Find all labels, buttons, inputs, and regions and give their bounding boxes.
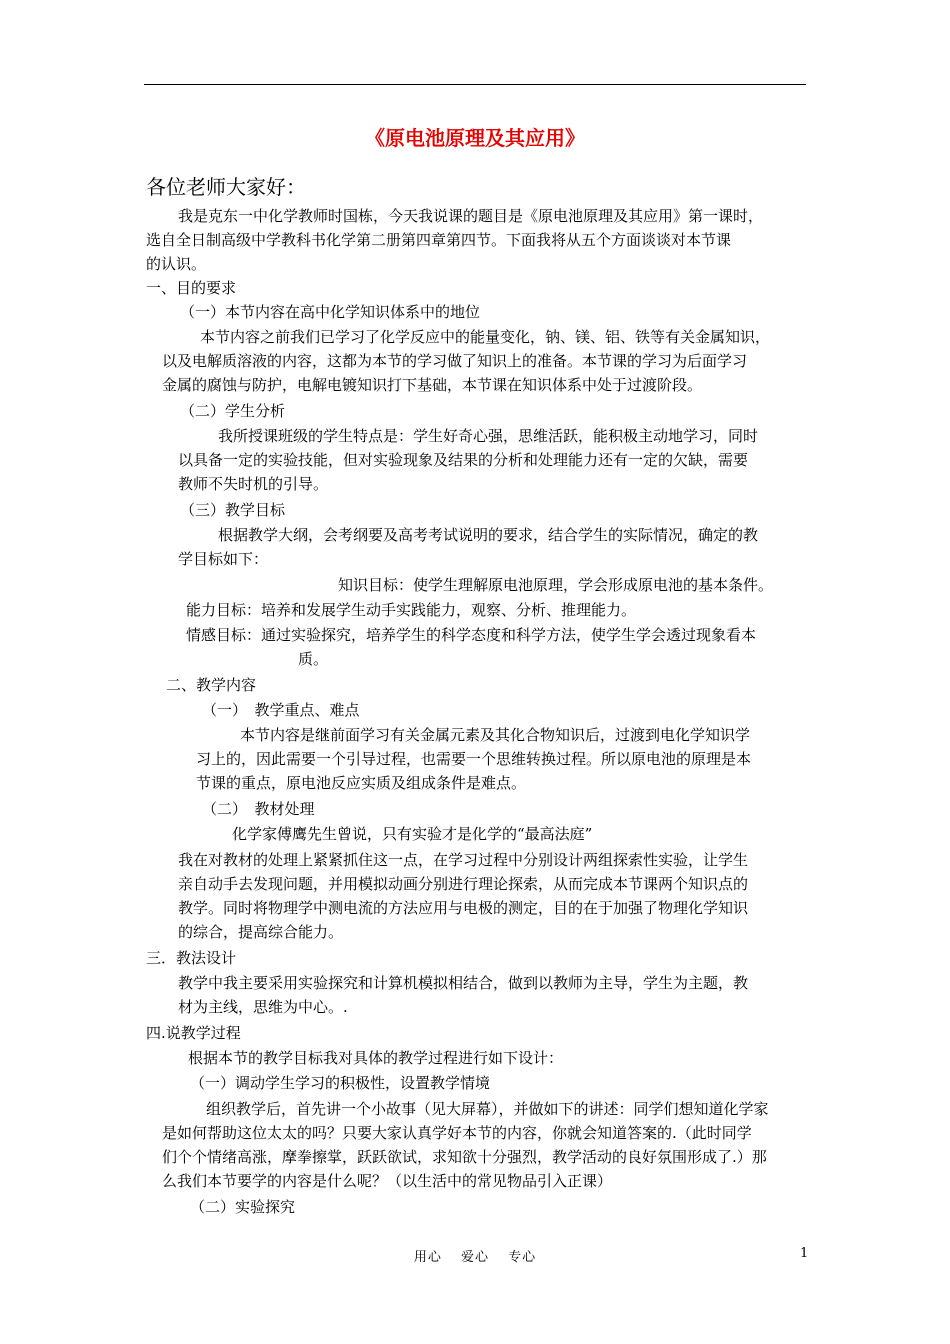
text-line: 本节内容之前我们已学习了化学反应中的能量变化，钠、镁、铝、铁等有关金属知识， xyxy=(200,328,771,346)
text-line: 以及电解质溶液的内容，这都为本节的学习做了知识上的准备。本节课的学习为后面学习 xyxy=(162,352,748,370)
text-line: 我所授课班级的学生特点是：学生好奇心强，思维活跃，能积极主动地学习，同时 xyxy=(218,427,759,445)
page-footer: 用心 爱心 专心 xyxy=(413,1250,537,1265)
text-line: （一）本节内容在高中化学知识体系中的地位 xyxy=(180,303,481,321)
text-line: 教学中我主要采用实验探究和计算机模拟相结合，做到以教师为主导，学生为主题，教 xyxy=(178,974,749,992)
text-line: 本节内容是继前面学习有关金属元素及其化合物知识后，过渡到电化学知识学 xyxy=(240,726,751,744)
text-line: 选自全日制高级中学教科书化学第二册第四章第四节。下面我将从五个方面谈谈对本节课 xyxy=(146,231,732,249)
text-line: 的认识。 xyxy=(146,255,207,273)
text-line: 情感目标：通过实验探究，培养学生的科学态度和科学方法，使学生学会透过现象看本 xyxy=(186,626,757,644)
text-line: 组织教学后，首先讲一个小故事（见大屏幕），并做如下的讲述：同学们想知道化学家 xyxy=(206,1100,769,1118)
text-line: （一）调动学生学习的积极性，设置教学情境 xyxy=(190,1074,491,1092)
text-line: 教学。同时将物理学中测电流的方法应用与电极的测定，目的在于加强了物理化学知识 xyxy=(178,899,749,917)
text-line: 材为主线，思维为中心。. xyxy=(178,998,348,1016)
text-line: 根据本节的教学目标我对具体的教学过程进行如下设计： xyxy=(188,1049,564,1067)
text-line: 们个个情绪高涨，摩拳擦掌，跃跃欲试，求知欲十分强烈，教学活动的良好氛围形成了.）那 xyxy=(162,1148,767,1166)
text-line: 学目标如下： xyxy=(178,550,269,568)
text-line: 一、目的要求 xyxy=(146,279,237,297)
text-line: 我是克东一中化学教师时国栋，今天我说课的题目是《原电池原理及其应用》第一课时， xyxy=(178,207,764,225)
text-line: 化学家傅鹰先生曾说，只有实验才是化学的“最高法庭” xyxy=(232,825,593,843)
text-line: 三．教法设计 xyxy=(146,949,237,967)
text-line: 根据教学大纲，会考纲要及高考考试说明的要求，结合学生的实际情况，确定的教 xyxy=(218,526,759,544)
text-line: （二）实验探究 xyxy=(190,1198,296,1216)
text-line: （二） 教材处理 xyxy=(202,800,315,818)
text-line: 习上的，因此需要一个引导过程，也需要一个思维转换过程。所以原电池的原理是本 xyxy=(196,750,752,768)
text-line: 么我们本节要学的内容是什么呢？（以生活中的常见物品引入正课） xyxy=(162,1172,613,1190)
text-line: 的综合，提高综合能力。 xyxy=(178,923,344,941)
text-line: 二、教学内容 xyxy=(166,676,257,694)
text-line: 是如何帮助这位太太的吗？只要大家认真学好本节的内容，你就会知道答案的.（此时同学 xyxy=(162,1124,752,1142)
text-line: （一） 教学重点、难点 xyxy=(202,701,360,719)
text-line: 质。 xyxy=(298,650,329,668)
text-line: 我在对教材的处理上紧紧抓住这一点，在学习过程中分别设计两组探索性实验，让学生 xyxy=(178,851,749,869)
text-line: 能力目标：培养和发展学生动手实践能力，观察、分析、推理能力。 xyxy=(186,601,637,619)
text-line: 教师不失时机的引导。 xyxy=(178,475,329,493)
text-line: 知识目标：使学生理解原电池原理，学会形成原电池的基本条件。 xyxy=(338,576,774,594)
text-line: （二）学生分析 xyxy=(180,402,286,420)
text-line: 亲自动手去发现问题，并用模拟动画分别进行理论探索，从而完成本节课两个知识点的 xyxy=(178,875,749,893)
document-title: 《原电池原理及其应用》 xyxy=(365,126,585,150)
greeting: 各位老师大家好： xyxy=(146,175,306,199)
text-line: 节课的重点，原电池反应实质及组成条件是难点。 xyxy=(196,774,527,792)
text-line: 以具备一定的实验技能，但对实验现象及结果的分析和处理能力还有一定的欠缺，需要 xyxy=(178,451,749,469)
text-line: （三）教学目标 xyxy=(180,501,286,519)
text-line: 金属的腐蚀与防护，电解电镀知识打下基础，本节课在知识体系中处于过渡阶段。 xyxy=(162,376,703,394)
text-line: 四.说教学过程 xyxy=(146,1024,241,1042)
header-rule xyxy=(144,84,806,85)
page-number: 1 xyxy=(800,1246,809,1261)
